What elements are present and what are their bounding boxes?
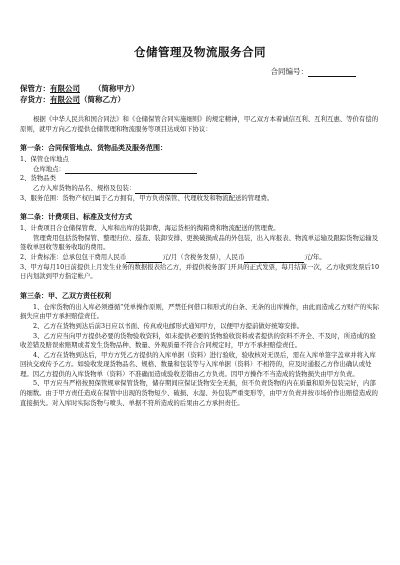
- s2-item-1: 1、计费项目合仓储保管费、入库和出库的装卸费、海运货柜的掏箱费和物流配送的管理费。: [20, 224, 280, 233]
- s1-location-label: 仓库地点：: [33, 164, 65, 173]
- s2-item-2: [20, 253, 380, 263]
- party-b-role: （简称乙方）: [80, 95, 125, 104]
- s2-item-1-detail: 管理费用包括货物保管、整理归位、巡查、装卸安排、更换破损成品的外包装，出入库报表、物流单运输及跟踪货物运输及签收单回收等服务收取的费用。: [20, 233, 379, 252]
- intro-paragraph: 根据《中华人民共和国合同法》和《仓储保管合同实施细则》的规定精神，甲乙双方本着诚信互利、互利互惠、等价有偿的原则，就甲方向乙方提供仓储管理和物流服务等项目达成如下协议：: [20, 115, 379, 133]
- section-3-heading: 第三条：甲、乙双方责任权利: [20, 290, 111, 300]
- contract-number-blank: [308, 68, 356, 77]
- contract-number-label: 合同编号：: [270, 67, 308, 76]
- party-a-role: （简称甲方）: [94, 84, 139, 93]
- s2-fee-end: 元/年。: [304, 252, 326, 261]
- s3-item-2: 2、乙方在货物到达后前3日应以书面、传真或电邮形式通知甲方，以便甲方提前做好统筹安排。: [33, 321, 304, 330]
- s1-item-2-goods: [20, 184, 380, 194]
- s2-fee-mid: 元/月（含税务发票），人民币: [162, 252, 245, 261]
- s3-item-1: 1、仓库货物的出入库必须遵循“凭单操作原则，严禁任何借口和形式的白条、无条的出库操作，由此而造成乙方财产的实际损失应由甲方承担赔偿责任。: [20, 302, 380, 321]
- party-a-name: 有限公司: [50, 84, 80, 93]
- s2-item-3: 3、甲方每月10日前提供上月发生业务的数据报表给乙方，并提供税务部门开具的正式发票，每月结算一次，乙方收到发票后10日内划款到甲方指定帐户。: [20, 262, 380, 281]
- monthly-fee-blank: [126, 255, 162, 263]
- s1-item-2: 2、货物品类: [20, 174, 57, 183]
- location-blank: [65, 166, 197, 174]
- s3-item-3: 3、乙方应当向甲方提供必要的货物验收资料，如未提供必要的货物验收资料或者提供的资料不齐全、不及时，所造成的验收差错及赔误索赔期或者发生货物品种、数量、外观质量不符合合同规定时，甲方不承担赔偿责任。: [20, 331, 376, 350]
- yearly-fee-blank: [244, 255, 304, 263]
- goods-blank: [135, 186, 231, 194]
- s1-item-1: 1、保管仓库地点: [20, 155, 69, 164]
- contract-number: [20, 66, 380, 77]
- party-a: [20, 83, 380, 94]
- party-a-label: 保管方：: [20, 84, 50, 93]
- s1-item-3: 3、服务范围：货物产权归属于乙方拥有，甲方负责保管、代理收发和物流配送的管理费。: [20, 193, 274, 202]
- s1-goods-label: 乙方入库货物的品名、规格及包装：: [33, 183, 136, 192]
- party-b-name: 有限公司: [50, 95, 80, 104]
- document-title: 仓储管理及物流服务合同: [134, 45, 266, 59]
- s2-fee-pre: 2、计费标准：总承包包干费用人民币: [20, 252, 127, 261]
- s3-item-5: 5、甲方应当严格按照保管规章保管货物，储存期间应保证货物安全无损，但不负责货物的内在质量和原外包装完好，内部的细数。由于甲方责任造成在保管中出现的货物短少、破损、水湿、外包装严重变形等，由甲方负责并按市场价作出赔偿造成的直接损失。对入库时实际货物与喷头、单据不符所造成的后果由乙方承担责任。: [20, 379, 378, 407]
- party-b-label: 存货方：: [20, 95, 50, 104]
- s1-item-1-location: [20, 165, 380, 175]
- section-2-heading: 第二条：计费项目、标准及支付方式: [20, 212, 132, 222]
- party-b: [20, 94, 380, 105]
- s3-item-4: 4、乙方在货物到达后，甲方方凭乙方提供的入库单据（资料）进行验收，验收核对无误后，需在入库单签字盖章并将入库回执交或传予乙方。如验收发现货物品名、规格、数量和包装等与入库单据（资料）不相符的，应及时通报乙方作出确认或处理。因乙方提供的入库货物单（资料）不准确而造成验收差错由乙方负责。因甲方操作不当造成的货物损失由甲方负责。: [20, 350, 376, 378]
- section-1-heading: 第一条：合同保管地点、货物品类及服务范围：: [20, 143, 167, 153]
